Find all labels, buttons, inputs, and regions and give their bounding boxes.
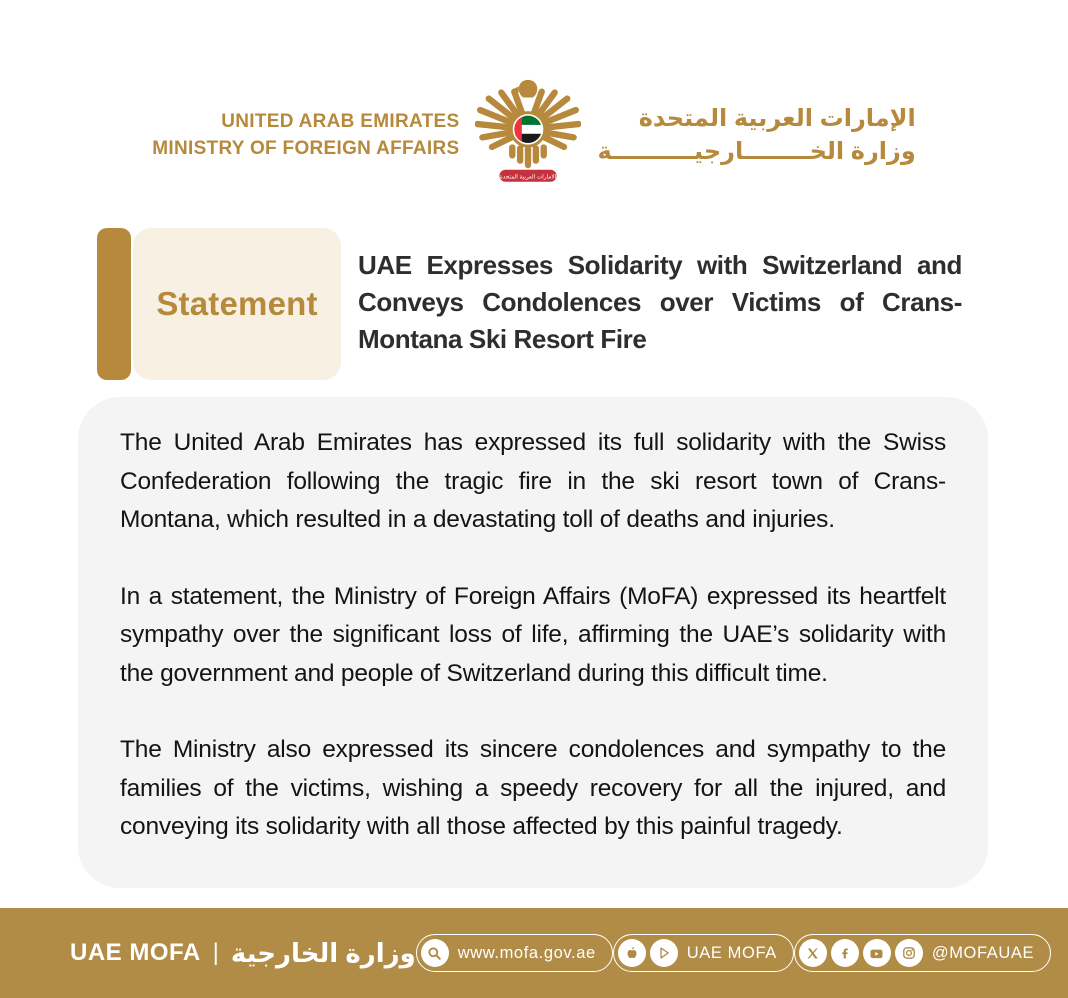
social-media-pill[interactable] bbox=[794, 934, 1051, 972]
social-icons bbox=[799, 939, 923, 967]
statement-title-line: Conveys Condolences over Victims of Crans- bbox=[358, 287, 962, 317]
apple-icon[interactable] bbox=[618, 939, 646, 967]
footer-brand-arabic: وزارة الخارجية bbox=[230, 937, 416, 968]
youtube-icon[interactable] bbox=[863, 939, 891, 967]
instagram-icon[interactable] bbox=[895, 939, 923, 967]
footer-bar bbox=[0, 908, 1068, 998]
ministry-name-english bbox=[152, 108, 459, 162]
statement-paragraph: The United Arab Emirates has expressed its full solidarity with the Swiss Confederation following the tragic fire in the ski resort town of Crans-Montana, which resulted in a devastating toll of deaths and injuries. bbox=[120, 429, 946, 533]
statement-paragraph: In a statement, the Ministry of Foreign Affairs (MoFA) expressed its heartfelt sympathy over the significant loss of life, affirming the UAE’s solidarity with the government and people of Switzerland during this difficult time. bbox=[120, 582, 946, 687]
footer-brand-separator: | bbox=[212, 939, 219, 966]
x-icon[interactable] bbox=[799, 939, 827, 967]
ministry-header bbox=[0, 78, 1068, 191]
app-label: UAE MOFA bbox=[686, 943, 777, 962]
statement-badge-label: Statement bbox=[156, 285, 318, 322]
app-store-icons bbox=[618, 939, 678, 967]
google-play-icon[interactable] bbox=[650, 939, 678, 967]
statement-title bbox=[358, 247, 962, 358]
ministry-name-en-line1: UNITED ARAB EMIRATES bbox=[221, 110, 460, 132]
emblem-ribbon-text: الامارات العربية المتحدة bbox=[500, 174, 557, 181]
website-pill[interactable] bbox=[416, 934, 613, 972]
footer-brand-latin: UAE MOFA bbox=[70, 939, 201, 966]
search-icon bbox=[421, 939, 449, 967]
ministry-name-arabic bbox=[597, 102, 915, 168]
social-handle: @MOFAUAE bbox=[931, 943, 1035, 962]
statement-body-card bbox=[78, 397, 988, 888]
website-url: www.mofa.gov.ae bbox=[457, 943, 596, 962]
ministry-name-en-line2: MINISTRY OF FOREIGN AFFAIRS bbox=[152, 137, 460, 159]
statement-accent-bar bbox=[97, 228, 131, 380]
statement-title-line: Montana Ski Resort Fire bbox=[358, 324, 647, 354]
ministry-name-ar-line2: وزارة الخــــــــارجيــــــــــة bbox=[597, 137, 916, 165]
app-stores-pill[interactable] bbox=[613, 934, 794, 972]
statement-title-line: UAE Expresses Solidarity with Switzerland and bbox=[358, 250, 962, 280]
uae-falcon-emblem-icon bbox=[475, 78, 581, 191]
footer-brand bbox=[70, 938, 416, 969]
ministry-name-ar-line1: الإمارات العربية المتحدة bbox=[638, 104, 916, 132]
statement-paragraph: The Ministry also expressed its sincere condolences and sympathy to the families of the victims, wishing a speedy recovery for all the injured, and conveying its solidarity with all those affected by this painful tragedy. bbox=[120, 736, 946, 840]
facebook-icon[interactable] bbox=[831, 939, 859, 967]
statement-badge bbox=[133, 228, 341, 380]
